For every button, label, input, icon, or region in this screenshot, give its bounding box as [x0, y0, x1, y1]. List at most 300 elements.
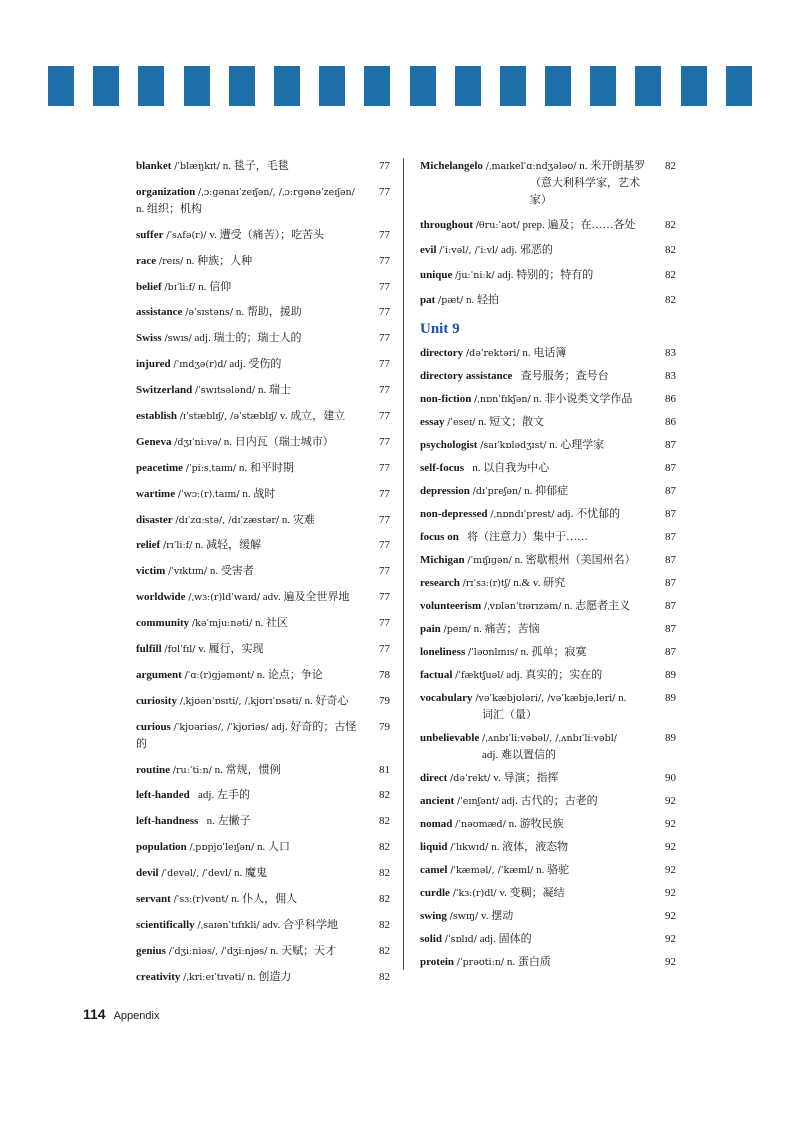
- entry-pronunciation: /ˌmaɪkelˈɑːndʒələʊ/: [485, 161, 577, 172]
- entry-page-number: 92: [665, 864, 676, 876]
- entry-definition: v. 导演；指挥: [493, 772, 559, 784]
- header-block: [681, 66, 707, 106]
- entry-page-number: 77: [379, 513, 390, 526]
- entry-word: research: [420, 577, 460, 589]
- entry-definition: n. 米开朗基罗: [579, 160, 646, 172]
- entry-definition: n. 战时: [242, 487, 276, 500]
- entry-page-number: 87: [665, 600, 676, 612]
- entry-word: assistance: [136, 306, 183, 319]
- entry-definition: n. 以自我为中心: [472, 462, 550, 474]
- entry-word: devil: [136, 867, 159, 880]
- entry-page-number: 87: [665, 646, 676, 658]
- entry-page-number: 77: [379, 617, 390, 630]
- header-block: [500, 66, 526, 106]
- entry-page-number: 82: [665, 160, 676, 172]
- entry-page-number: 82: [379, 789, 390, 802]
- glossary-entry: [420, 816, 676, 833]
- glossary-entry: [420, 552, 676, 569]
- entry-pronunciation: /ˈwɔː(r)ˌtaɪm/: [177, 488, 240, 500]
- entry-page-number: 90: [665, 772, 676, 784]
- entry-word: genius: [136, 944, 166, 957]
- entry-word: loneliness: [420, 646, 466, 658]
- entry-word: directory assistance: [420, 370, 513, 382]
- entry-word: throughout: [420, 219, 473, 231]
- glossary-entry: [420, 292, 676, 309]
- entry-definition: n. 蛋白质: [506, 956, 551, 968]
- glossary-entry: [136, 969, 390, 986]
- entry-pronunciation: /ˈnəʊmæd/: [455, 819, 506, 830]
- entry-pronunciation: /swɪŋ/: [449, 911, 479, 922]
- header-block: [138, 66, 164, 106]
- entry-page-number: 82: [665, 244, 676, 256]
- entry-definition: n. 抑郁症: [524, 485, 569, 497]
- entry-definition: adj. 古代的；古老的: [501, 795, 598, 807]
- entry-page-number: 82: [379, 867, 390, 880]
- entry-pronunciation: /ˌʌnbɪˈliːvəbəl/, /ˌʌnbɪˈliːvəbl/: [482, 733, 617, 744]
- entry-definition: adj. 特别的；特有的: [497, 269, 594, 281]
- glossary-entry: [136, 382, 390, 399]
- entry-pronunciation: /rɪˈliːf/: [162, 540, 193, 552]
- entry-pronunciation: /ˈkjʊəriəs/, /ˈkjʊriəs/: [173, 721, 269, 733]
- glossary-entry: [420, 267, 676, 284]
- header-block: [410, 66, 436, 106]
- entry-definition: adj. 固体的: [479, 933, 532, 945]
- entry-word: liquid: [420, 841, 448, 853]
- entry-word: factual: [420, 669, 453, 681]
- glossary-entry: [136, 589, 390, 606]
- entry-definition: adv. 遍及全世界地: [262, 591, 350, 604]
- entry-word: community: [136, 617, 190, 630]
- entry-word: volunteerism: [420, 600, 482, 612]
- entry-word: self-focus: [420, 462, 464, 474]
- entry-page-number: 78: [379, 668, 390, 681]
- entry-page-number: 82: [379, 893, 390, 906]
- entry-definition: 将（注意力）集中于……: [467, 531, 589, 543]
- entry-definition: adj. 瑞士的；瑞士人的: [194, 332, 302, 345]
- header-block: [274, 66, 300, 106]
- entry-page-number: 82: [665, 219, 676, 231]
- entry-pronunciation: /ruːˈtiːn/: [172, 764, 212, 776]
- glossary-entry: [136, 615, 390, 632]
- entry-word: pat: [420, 294, 436, 306]
- entry-page-number: 77: [379, 228, 390, 241]
- entry-pronunciation: /dɪˈzɑːstə/, /dɪˈzæstər/: [175, 514, 280, 526]
- entry-definition: n. 常规，惯例: [214, 763, 281, 776]
- entry-pronunciation: /ˈkæməl/, /ˈkæml/: [450, 865, 534, 876]
- glossary-entry: [420, 242, 676, 259]
- glossary-entry: [136, 839, 390, 856]
- entry-page-number: 77: [379, 435, 390, 448]
- header-decoration: [48, 66, 752, 106]
- entry-definition: 查号服务；查号台: [520, 370, 609, 382]
- entry-page-number: 83: [665, 370, 676, 382]
- entry-definition: adv. 合乎科学地: [262, 918, 339, 931]
- entry-page-number: 77: [379, 254, 390, 267]
- entry-definition: adj. 邪恶的: [500, 244, 553, 256]
- entry-definition: n. 心理学家: [549, 439, 605, 451]
- entry-pronunciation: /swɪs/: [164, 333, 192, 345]
- entry-definition: adj. 好奇的；古怪的: [136, 720, 357, 750]
- header-block: [590, 66, 616, 106]
- entry-definition-continued: 词汇（量）: [482, 709, 537, 721]
- entry-word: organization: [136, 185, 196, 198]
- column-divider: [403, 158, 404, 970]
- entry-word: Michelangelo: [420, 160, 483, 172]
- entry-page-number: 87: [665, 485, 676, 497]
- glossary-entry: [136, 486, 390, 503]
- entry-pronunciation: /ˌkjʊənˈɒsɪti/, /ˌkjʊrɪˈɒsəti/: [179, 695, 302, 707]
- entry-page-number: 92: [665, 933, 676, 945]
- entry-pronunciation: /rɪˈsɜː(r)tʃ/: [462, 578, 511, 589]
- entry-definition: n. 密歇根州（美国州名）: [514, 554, 636, 566]
- entry-word: camel: [420, 864, 448, 876]
- entry-word: peacetime: [136, 461, 184, 474]
- entry-pronunciation: /ˈswɪtsələnd/: [194, 385, 256, 397]
- entry-definition: n. 左撇子: [206, 815, 251, 828]
- entry-pronunciation: /bɪˈliːf/: [164, 281, 196, 293]
- entry-word: vocabulary: [420, 692, 473, 704]
- entry-word: injured: [136, 358, 171, 371]
- entry-pronunciation: /ˈdʒiːniəs/, /ˈdʒiːnjəs/: [168, 945, 268, 957]
- entry-page-number: 92: [665, 818, 676, 830]
- entry-page-number: 82: [379, 918, 390, 931]
- entry-word: protein: [420, 956, 455, 968]
- glossary-entry: [420, 368, 676, 385]
- glossary-entry: [420, 690, 676, 724]
- glossary-entry: [136, 865, 390, 882]
- entry-page-number: 77: [379, 539, 390, 552]
- entry-pronunciation: /ˌnɒndɪˈprest/: [490, 509, 555, 520]
- entry-page-number: 87: [665, 462, 676, 474]
- entry-page-number: 92: [665, 956, 676, 968]
- entry-word: Michigan: [420, 554, 465, 566]
- entry-word: Geneva: [136, 435, 172, 448]
- entry-page-number: 77: [379, 358, 390, 371]
- entry-definition: n. 电话簿: [522, 347, 567, 359]
- entry-definition: v. 摆动: [480, 910, 514, 922]
- entry-pronunciation: /dɪˈpreʃən/: [472, 486, 522, 497]
- entry-word: argument: [136, 668, 182, 681]
- entry-page-number: 92: [665, 795, 676, 807]
- entry-definition: n. 受害者: [209, 565, 254, 578]
- glossary-entry: [420, 414, 676, 431]
- entry-definition-continued: （意大利科学家，艺术家）: [530, 177, 640, 206]
- glossary-entry: [136, 719, 390, 753]
- glossary-entry: [420, 217, 676, 234]
- entry-word: unique: [420, 269, 453, 281]
- entry-page-number: 87: [665, 554, 676, 566]
- glossary-entry: [136, 227, 390, 244]
- entry-definition: n. 创造力: [247, 970, 292, 983]
- entry-word: Swiss: [136, 332, 162, 345]
- entry-page-number: 87: [665, 531, 676, 543]
- header-block: [455, 66, 481, 106]
- entry-pronunciation: /peɪn/: [443, 624, 471, 635]
- glossary-entry: [420, 506, 676, 523]
- entry-word: pain: [420, 623, 441, 635]
- entry-word: establish: [136, 410, 177, 423]
- entry-pronunciation: /dəˈrektəri/: [465, 348, 520, 359]
- entry-page-number: 82: [665, 269, 676, 281]
- entry-definition: adj. 左手的: [198, 789, 250, 802]
- entry-page-number: 79: [379, 720, 390, 733]
- entry-page-number: 77: [379, 160, 390, 172]
- header-block: [229, 66, 255, 106]
- glossary-entry: [420, 793, 676, 810]
- unit-heading: Unit 9: [420, 321, 460, 337]
- glossary-entry: [136, 917, 390, 934]
- glossary-entry: [136, 787, 390, 804]
- entry-definition: v. 成立，建立: [279, 410, 346, 423]
- entry-word: unbelievable: [420, 732, 480, 744]
- entry-definition: n. 游牧民族: [508, 818, 564, 830]
- entry-word: directory: [420, 347, 464, 359]
- entry-word: essay: [420, 416, 445, 428]
- entry-pronunciation: /pæt/: [438, 295, 464, 306]
- entry-pronunciation: /vəˈkæbjʊləri/, /vəˈkæbjəˌleri/: [475, 693, 616, 704]
- entry-pronunciation: /əˈsɪstəns/: [185, 307, 234, 319]
- entry-pronunciation: /ˈlɪkwɪd/: [450, 842, 489, 853]
- entry-page-number: 79: [379, 694, 390, 707]
- entry-pronunciation: /ˈeɪnʃənt/: [456, 796, 499, 807]
- glossary-entry: [136, 356, 390, 373]
- entry-definition: n. 骆驼: [536, 864, 570, 876]
- entry-definition: n. 天赋；天才: [270, 944, 337, 957]
- entry-definition: n. 瑞士: [257, 384, 291, 397]
- header-block: [184, 66, 210, 106]
- entry-page-number: 77: [379, 185, 390, 198]
- entry-page-number: 82: [379, 970, 390, 983]
- entry-definition: v. 履行，实现: [198, 643, 264, 656]
- glossary-entry: [420, 954, 676, 971]
- entry-definition: n. 短文；散文: [478, 416, 545, 428]
- right-bottom-list: [420, 345, 676, 971]
- entry-definition: adj. 不忧郁的: [557, 508, 621, 520]
- glossary-entry: [420, 345, 676, 362]
- entry-page-number: 77: [379, 384, 390, 397]
- entry-definition: n. 孤单；寂寞: [520, 646, 587, 658]
- glossary-entry: [136, 434, 390, 451]
- entry-page-number: 87: [665, 439, 676, 451]
- entry-page-number: 92: [665, 887, 676, 899]
- entry-pronunciation: /juːˈniːk/: [455, 270, 495, 281]
- entry-word: solid: [420, 933, 443, 945]
- footer-label: Appendix: [113, 1010, 160, 1022]
- glossary-entry: [420, 437, 676, 454]
- glossary-entry: [420, 483, 676, 500]
- entry-word: non-depressed: [420, 508, 488, 520]
- entry-page-number: 82: [379, 944, 390, 957]
- entry-word: focus on: [420, 531, 459, 543]
- entry-definition: adj. 受伤的: [229, 358, 282, 371]
- entry-definition: n. 灾难: [281, 513, 315, 526]
- glossary-entry: [420, 621, 676, 638]
- entry-definition: n. 信仰: [198, 280, 232, 293]
- entry-page-number: 77: [379, 306, 390, 319]
- entry-pronunciation: /ˈɑː(r)ɡjəmənt/: [184, 669, 255, 681]
- entry-pronunciation: /ˈprəʊtiːn/: [456, 957, 505, 968]
- glossary-entry: [420, 158, 676, 209]
- entry-page-number: 89: [665, 692, 676, 704]
- entry-definition: v. 遭受（痛苦）；吃苦头: [209, 228, 325, 241]
- glossary-entry: [420, 667, 676, 684]
- entry-definition: v. 变稠；凝结: [499, 887, 565, 899]
- glossary-entry: [420, 839, 676, 856]
- glossary-entry: [420, 931, 676, 948]
- glossary-entry: [420, 770, 676, 787]
- entry-page-number: 87: [665, 577, 676, 589]
- entry-definition: n. 魔鬼: [234, 867, 268, 880]
- entry-page-number: 86: [665, 416, 676, 428]
- entry-page-number: 82: [379, 815, 390, 828]
- entry-word: depression: [420, 485, 470, 497]
- entry-page-number: 89: [665, 669, 676, 681]
- entry-definition: n. 论点；争论: [256, 668, 323, 681]
- entry-pronunciation: /ˈkɜː(r)dl/: [452, 888, 497, 899]
- entry-definition: n.: [618, 692, 627, 704]
- entry-pronunciation: /θruːˈaʊt/: [475, 220, 520, 231]
- entry-word: wartime: [136, 487, 176, 500]
- entry-definition: n. 非小说类文学作品: [533, 393, 633, 405]
- entry-word: routine: [136, 763, 171, 776]
- entry-word: psychologist: [420, 439, 478, 451]
- entry-pronunciation: /ˈdevəl/, /ˈdevl/: [161, 868, 232, 880]
- entry-word: blanket: [136, 160, 172, 172]
- glossary-entry: [420, 862, 676, 879]
- entry-definition-continued: adj. 难以置信的: [482, 749, 556, 761]
- entry-definition: n. 和平时期: [238, 461, 294, 474]
- page-number: 114: [83, 1006, 106, 1022]
- glossary-entry: [420, 391, 676, 408]
- entry-word: relief: [136, 539, 161, 552]
- right-column: [420, 158, 676, 977]
- entry-definition: n. 毯子，毛毯: [222, 160, 289, 172]
- entry-definition: n. 好奇心: [304, 694, 349, 707]
- entry-pronunciation: /ˌvɒlənˈtɪərɪzəm/: [483, 601, 562, 612]
- header-block: [364, 66, 390, 106]
- entry-pronunciation: /ˈmɪʃɪɡən/: [467, 555, 512, 566]
- glossary-entry: [420, 598, 676, 615]
- entry-definition: n.& v. 研究: [513, 577, 566, 589]
- entry-page-number: 77: [379, 643, 390, 656]
- entry-page-number: 77: [379, 280, 390, 293]
- glossary-entry: [136, 891, 390, 908]
- entry-word: fulfill: [136, 643, 162, 656]
- entry-pronunciation: /ˈɪndʒə(r)d/: [173, 359, 227, 371]
- entry-word: curdle: [420, 887, 450, 899]
- entry-definition: n. 仆人，佣人: [231, 893, 298, 906]
- entry-pronunciation: /kəˈmjuːnəti/: [191, 618, 253, 630]
- entry-word: belief: [136, 280, 162, 293]
- entry-page-number: 82: [665, 294, 676, 306]
- glossary-entry: [136, 253, 390, 270]
- right-top-list: [420, 158, 676, 309]
- glossary-entry: [136, 279, 390, 296]
- glossary-entry: [420, 460, 676, 477]
- entry-page-number: 83: [665, 347, 676, 359]
- entry-word: population: [136, 841, 187, 854]
- entry-page-number: 77: [379, 461, 390, 474]
- entry-word: swing: [420, 910, 447, 922]
- header-block: [545, 66, 571, 106]
- entry-pronunciation: /ˈpiːsˌtaɪm/: [185, 462, 237, 474]
- glossary-entry: [136, 813, 390, 830]
- entry-definition: adj. 真实的；实在的: [506, 669, 603, 681]
- entry-word: creativity: [136, 970, 181, 983]
- entry-definition: n. 志愿者主义: [564, 600, 631, 612]
- entry-pronunciation: /reɪs/: [158, 255, 184, 267]
- entry-pronunciation: /ˈfæktʃuəl/: [455, 670, 504, 681]
- entry-pronunciation: /ˌpɒpjʊˈleɪʃən/: [189, 842, 255, 854]
- entry-page-number: 81: [379, 763, 390, 776]
- entry-pronunciation: /dəˈrekt/: [450, 773, 491, 784]
- entry-page-number: 77: [379, 591, 390, 604]
- entry-word: servant: [136, 893, 171, 906]
- header-block: [93, 66, 119, 106]
- entry-word: race: [136, 254, 157, 267]
- entry-pronunciation: /ˌsaɪənˈtɪfɪkli/: [197, 919, 260, 931]
- entry-definition: n. 液体，液态物: [491, 841, 569, 853]
- entry-page-number: 82: [379, 841, 390, 854]
- entry-definition: n. 种族；人种: [186, 254, 253, 267]
- entry-pronunciation: /dʒɪˈniːvə/: [174, 436, 222, 448]
- entry-pronunciation: /fʊlˈfɪl/: [164, 644, 196, 656]
- left-column: [136, 158, 390, 995]
- glossary-entry: [420, 885, 676, 902]
- glossary-entry: [136, 330, 390, 347]
- entry-word: evil: [420, 244, 437, 256]
- entry-page-number: 77: [379, 410, 390, 423]
- glossary-entry: [136, 693, 390, 710]
- entry-page-number: 92: [665, 841, 676, 853]
- page-footer: [83, 1006, 159, 1022]
- entry-definition: n. 痛苦；苦恼: [473, 623, 540, 635]
- entry-word: curiosity: [136, 694, 177, 707]
- entry-definition: n. 帮助，援助: [235, 306, 302, 319]
- glossary-entry: [136, 943, 390, 960]
- glossary-entry: [420, 908, 676, 925]
- entry-page-number: 87: [665, 623, 676, 635]
- entry-pronunciation: /ˈiːvəl/, /ˈiːvl/: [439, 245, 499, 256]
- glossary-entry: [136, 460, 390, 477]
- entry-definition: n. 人口: [256, 841, 290, 854]
- glossary-entry: [420, 529, 676, 546]
- entry-page-number: 89: [665, 732, 676, 744]
- header-block: [319, 66, 345, 106]
- entry-word: suffer: [136, 228, 164, 241]
- glossary-entry: [420, 644, 676, 661]
- entry-pronunciation: /ˈsɒlɪd/: [444, 934, 477, 945]
- entry-word: Switzerland: [136, 384, 193, 397]
- glossary-entry: [136, 408, 390, 425]
- entry-definition: n. 减轻，缓解: [195, 539, 262, 552]
- entry-word: ancient: [420, 795, 455, 807]
- entry-page-number: 86: [665, 393, 676, 405]
- glossary-entry: [136, 563, 390, 580]
- entry-word: left-handed: [136, 789, 190, 802]
- entry-pronunciation: /ˈblæŋkɪt/: [174, 161, 221, 172]
- entry-pronunciation: /ˈsɜː(r)vənt/: [173, 894, 229, 906]
- glossary-entry: [136, 512, 390, 529]
- entry-pronunciation: /ˈləʊnlɪnɪs/: [467, 647, 518, 658]
- glossary-entry: [136, 537, 390, 554]
- header-block: [726, 66, 752, 106]
- entry-pronunciation: /ˈsʌfə(r)/: [166, 229, 207, 241]
- entry-pronunciation: /ˌɔːɡənaɪˈzeɪʃən/, /ˌɔːrɡənəˈzeɪʃən/: [198, 186, 355, 198]
- entry-pronunciation: /ˌkriːeɪˈtɪvəti/: [183, 971, 245, 983]
- glossary-entry: [136, 304, 390, 321]
- entry-word: nomad: [420, 818, 453, 830]
